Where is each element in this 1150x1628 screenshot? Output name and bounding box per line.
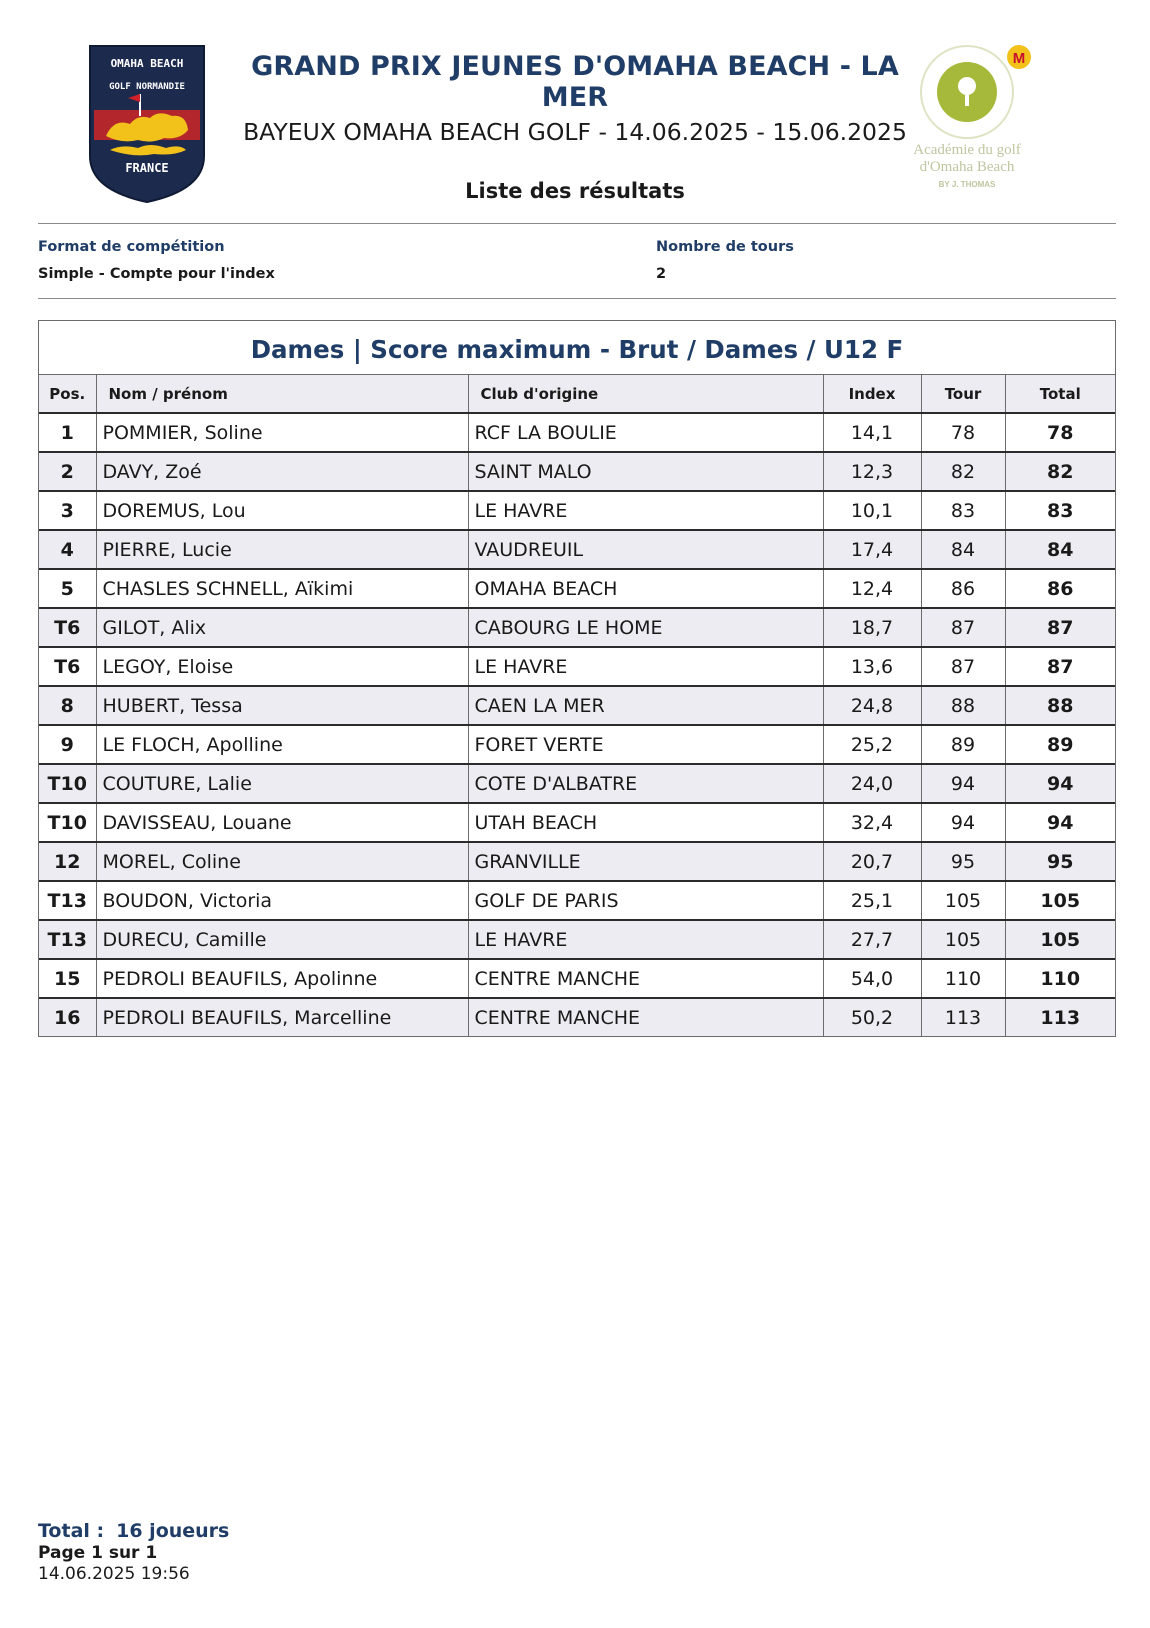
print-timestamp: 14.06.2025 19:56 xyxy=(38,1564,190,1584)
cell-total: 84 xyxy=(1005,530,1115,569)
cell-index: 10,1 xyxy=(823,491,921,530)
cell-name: CHASLES SCHNELL, Aïkimi xyxy=(96,569,468,608)
cell-total: 78 xyxy=(1005,413,1115,452)
cell-index: 17,4 xyxy=(823,530,921,569)
cell-total: 94 xyxy=(1005,764,1115,803)
table-row xyxy=(39,998,1115,1036)
format-label: Format de compétition xyxy=(38,239,225,255)
cell-total: 89 xyxy=(1005,725,1115,764)
cell-pos: T6 xyxy=(39,608,96,647)
document-type: Liste des résultats xyxy=(465,179,685,203)
cell-club: RCF LA BOULIE xyxy=(468,413,823,452)
cell-total: 105 xyxy=(1005,920,1115,959)
cell-club: GOLF DE PARIS xyxy=(468,881,823,920)
total-players xyxy=(38,1520,229,1542)
cell-total: 95 xyxy=(1005,842,1115,881)
total-label: Total : xyxy=(38,1520,105,1542)
table-row xyxy=(39,920,1115,959)
cell-name: PEDROLI BEAUFILS, Marcelline xyxy=(96,998,468,1036)
cell-index: 54,0 xyxy=(823,959,921,998)
cell-name: DURECU, Camille xyxy=(96,920,468,959)
table-row xyxy=(39,452,1115,491)
cell-club: CAEN LA MER xyxy=(468,686,823,725)
cell-index: 25,2 xyxy=(823,725,921,764)
cell-total: 88 xyxy=(1005,686,1115,725)
col-header-name: Nom / prénom xyxy=(96,375,468,413)
cell-tour: 87 xyxy=(921,608,1005,647)
cell-index: 18,7 xyxy=(823,608,921,647)
omaha-beach-golf-logo xyxy=(88,44,206,204)
cell-pos: 9 xyxy=(39,725,96,764)
rounds-label: Nombre de tours xyxy=(656,239,794,255)
cell-tour: 83 xyxy=(921,491,1005,530)
cell-pos: T13 xyxy=(39,881,96,920)
cell-index: 24,8 xyxy=(823,686,921,725)
results-body xyxy=(39,413,1115,1036)
cell-total: 83 xyxy=(1005,491,1115,530)
table-row xyxy=(39,764,1115,803)
cell-pos: 12 xyxy=(39,842,96,881)
omaha-beach-crest-icon xyxy=(88,44,206,204)
cell-club: CENTRE MANCHE xyxy=(468,959,823,998)
cell-index: 20,7 xyxy=(823,842,921,881)
cell-name: HUBERT, Tessa xyxy=(96,686,468,725)
cell-club: LE HAVRE xyxy=(468,920,823,959)
col-header-tour: Tour xyxy=(921,375,1005,413)
cell-index: 25,1 xyxy=(823,881,921,920)
cell-total: 94 xyxy=(1005,803,1115,842)
table-row xyxy=(39,530,1115,569)
cell-name: MOREL, Coline xyxy=(96,842,468,881)
results-table-container xyxy=(38,320,1116,1037)
cell-club: GRANVILLE xyxy=(468,842,823,881)
svg-text:M: M xyxy=(1012,50,1026,67)
svg-text:d'Omaha Beach: d'Omaha Beach xyxy=(919,159,1015,175)
cell-name: LE FLOCH, Apolline xyxy=(96,725,468,764)
cell-index: 14,1 xyxy=(823,413,921,452)
table-row xyxy=(39,413,1115,452)
cell-club: VAUDREUIL xyxy=(468,530,823,569)
cell-club: COTE D'ALBATRE xyxy=(468,764,823,803)
cell-pos: 15 xyxy=(39,959,96,998)
cell-pos: 4 xyxy=(39,530,96,569)
cell-pos: 16 xyxy=(39,998,96,1036)
cell-pos: 2 xyxy=(39,452,96,491)
svg-text:BY J. THOMAS: BY J. THOMAS xyxy=(938,180,996,189)
table-row xyxy=(39,569,1115,608)
table-row xyxy=(39,491,1115,530)
cell-club: CABOURG LE HOME xyxy=(468,608,823,647)
cell-total: 86 xyxy=(1005,569,1115,608)
cell-name: BOUDON, Victoria xyxy=(96,881,468,920)
cell-name: DOREMUS, Lou xyxy=(96,491,468,530)
cell-club: CENTRE MANCHE xyxy=(468,998,823,1036)
category-title: Dames | Score maximum - Brut / Dames / U12 F xyxy=(39,321,1115,375)
cell-name: LEGOY, Eloise xyxy=(96,647,468,686)
cell-index: 12,4 xyxy=(823,569,921,608)
cell-name: POMMIER, Soline xyxy=(96,413,468,452)
cell-tour: 94 xyxy=(921,764,1005,803)
svg-text:GOLF NORMANDIE: GOLF NORMANDIE xyxy=(109,82,185,92)
cell-tour: 95 xyxy=(921,842,1005,881)
venue-and-dates: BAYEUX OMAHA BEACH GOLF - 14.06.2025 - 15.06.2025 xyxy=(243,118,907,146)
cell-tour: 88 xyxy=(921,686,1005,725)
cell-name: DAVY, Zoé xyxy=(96,452,468,491)
cell-name: PIERRE, Lucie xyxy=(96,530,468,569)
table-row xyxy=(39,608,1115,647)
cell-total: 113 xyxy=(1005,998,1115,1036)
cell-club: FORET VERTE xyxy=(468,725,823,764)
col-header-total: Total xyxy=(1005,375,1115,413)
table-row xyxy=(39,686,1115,725)
col-header-index: Index xyxy=(823,375,921,413)
cell-tour: 105 xyxy=(921,920,1005,959)
cell-pos: T10 xyxy=(39,803,96,842)
cell-index: 27,7 xyxy=(823,920,921,959)
table-row xyxy=(39,647,1115,686)
format-value: Simple - Compte pour l'index xyxy=(38,266,275,282)
table-row xyxy=(39,881,1115,920)
page-number: Page 1 sur 1 xyxy=(38,1543,158,1563)
cell-total: 82 xyxy=(1005,452,1115,491)
table-row xyxy=(39,725,1115,764)
academie-golf-logo xyxy=(913,42,1075,202)
cell-club: LE HAVRE xyxy=(468,647,823,686)
cell-club: LE HAVRE xyxy=(468,491,823,530)
total-value: 16 joueurs xyxy=(116,1520,230,1542)
cell-pos: T10 xyxy=(39,764,96,803)
header-divider xyxy=(38,223,1116,224)
cell-tour: 87 xyxy=(921,647,1005,686)
cell-index: 50,2 xyxy=(823,998,921,1036)
cell-name: PEDROLI BEAUFILS, Apolinne xyxy=(96,959,468,998)
table-header-row xyxy=(39,375,1115,413)
cell-index: 13,6 xyxy=(823,647,921,686)
cell-tour: 89 xyxy=(921,725,1005,764)
table-row xyxy=(39,803,1115,842)
cell-index: 12,3 xyxy=(823,452,921,491)
col-header-club: Club d'origine xyxy=(468,375,823,413)
cell-club: SAINT MALO xyxy=(468,452,823,491)
rounds-value: 2 xyxy=(656,266,667,282)
svg-text:FRANCE: FRANCE xyxy=(125,161,169,175)
cell-pos: 1 xyxy=(39,413,96,452)
cell-tour: 78 xyxy=(921,413,1005,452)
cell-club: UTAH BEACH xyxy=(468,803,823,842)
cell-pos: T13 xyxy=(39,920,96,959)
golf-ball-tee-icon xyxy=(913,42,1075,202)
cell-tour: 110 xyxy=(921,959,1005,998)
cell-index: 24,0 xyxy=(823,764,921,803)
cell-total: 87 xyxy=(1005,647,1115,686)
cell-pos: 3 xyxy=(39,491,96,530)
cell-total: 87 xyxy=(1005,608,1115,647)
cell-tour: 94 xyxy=(921,803,1005,842)
tournament-title: GRAND PRIX JEUNES D'OMAHA BEACH - LA MER xyxy=(251,51,899,113)
cell-club: OMAHA BEACH xyxy=(468,569,823,608)
cell-pos: T6 xyxy=(39,647,96,686)
svg-text:Académie du golf: Académie du golf xyxy=(913,142,1021,158)
cell-name: DAVISSEAU, Louane xyxy=(96,803,468,842)
cell-tour: 84 xyxy=(921,530,1005,569)
cell-tour: 113 xyxy=(921,998,1005,1036)
cell-name: COUTURE, Lalie xyxy=(96,764,468,803)
cell-index: 32,4 xyxy=(823,803,921,842)
svg-text:OMAHA BEACH: OMAHA BEACH xyxy=(110,57,184,70)
table-row xyxy=(39,842,1115,881)
col-header-pos: Pos. xyxy=(39,375,96,413)
cell-pos: 5 xyxy=(39,569,96,608)
cell-pos: 8 xyxy=(39,686,96,725)
results-table xyxy=(39,375,1115,1036)
cell-total: 105 xyxy=(1005,881,1115,920)
cell-tour: 105 xyxy=(921,881,1005,920)
cell-tour: 82 xyxy=(921,452,1005,491)
table-row xyxy=(39,959,1115,998)
cell-total: 110 xyxy=(1005,959,1115,998)
cell-name: GILOT, Alix xyxy=(96,608,468,647)
cell-tour: 86 xyxy=(921,569,1005,608)
info-divider xyxy=(38,298,1116,299)
